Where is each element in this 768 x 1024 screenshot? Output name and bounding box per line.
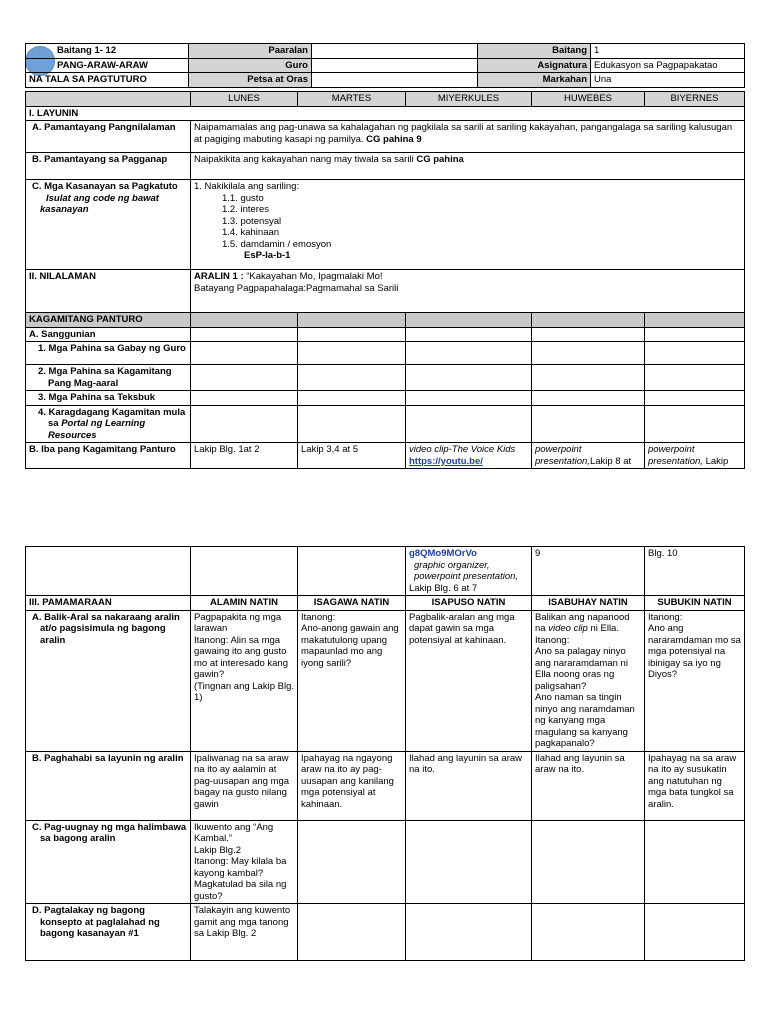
layunin-heading: I. LAYUNIN	[26, 106, 745, 121]
iba-pang-kagamitan-label: B. Iba pang Kagamitang Panturo	[26, 443, 191, 469]
grade-value[interactable]: 1	[591, 44, 745, 59]
paghahabi-huwebes: Ilahad ang layunin sa araw na ito.	[532, 751, 645, 820]
date-value[interactable]	[312, 73, 478, 88]
iba-kagamitan-martes: Lakip 3,4 at 5	[298, 443, 406, 469]
grade-range: Baitang 1- 12	[26, 44, 189, 59]
continued-miyerkules: g8QMo9MOrVo graphic organizer, powerpoint presentation, Lakip Blg. 6 at 7	[406, 547, 532, 596]
kasanayan-label: C. Mga Kasanayan sa Pagkatuto Isulat ang code ng bawat kasanayan	[26, 180, 191, 270]
balik-aral-biyernes: Itanong: Ano ang nararamdaman mo sa mga potensiyal na ibinigay sa iyo ng Diyos?	[645, 610, 745, 751]
pamantayang-pagganap-label: B. Pamantayang sa Pagganap	[26, 153, 191, 180]
teksbuk-label: 3. Mga Pahina sa Teksbuk	[26, 391, 191, 406]
kagamitang-pang-mag-aaral-label: 2. Mga Pahina sa Kagamitang Pang Mag-aaral	[26, 365, 191, 391]
kasanayan-item: 1.3. potensyal	[222, 215, 282, 227]
paghahabi-miyerkules: Ilahad ang layunin sa araw na ito.	[406, 751, 532, 820]
iba-kagamitan-lunes: Lakip Blg. 1at 2	[191, 443, 298, 469]
pagtalakay-lunes: Talakayin ang kuwento gamit ang mga tanong sa Lakip Blg. 2	[191, 904, 298, 961]
portal-lr-label: 4. Karagdagang Kagamitan mula sa Portal ng Learning Resources	[26, 405, 191, 443]
continued-biyernes: Blg. 10	[645, 547, 745, 596]
kasanayan-item: 1.4. kahinaan	[222, 227, 280, 238]
pag-uugnay-label: C. Pag-uugnay ng mga halimbawa sa bagong aralin	[26, 820, 191, 904]
kasanayan-item: 1.5. damdamin / emosyon	[222, 238, 332, 250]
lesson-plan-table-2	[25, 546, 745, 961]
youtube-link-continued[interactable]: g8QMo9MOrVo	[409, 548, 477, 559]
teacher-value[interactable]	[312, 58, 478, 73]
pamantayang-pagganap-text: Naipakikita ang kakayahan nang may tiwala sa sarili CG pahina	[191, 153, 745, 180]
balik-aral-huwebes: Balikan ang napanood na video clip ni Ella. Itanong: Ano sa palagay ninyo ang nararamdaman ni Ella noong oras ng paligsahan? Ano naman sa tingin ninyo ang naramdaman ng kanyang mga magulang sa kanyang pagkapanalo?	[532, 610, 645, 751]
form-title-1: PANG-ARAW-ARAW	[26, 58, 189, 73]
paghahabi-lunes: Ipaliwanag na sa araw na ito ay aalamin at pag-uusapan ang mga bagay na gusto nilang gawin	[191, 751, 298, 820]
pag-uugnay-lunes: Ikuwento ang “Ang Kambal.” Lakip Blg.2 Itanong: May kilala ba kayong kambal? Magkatulad ba sila ng gusto?	[191, 820, 298, 904]
paghahabi-martes: Ipahayag na ngayong araw na ito ay pag-uusapan ang kanilang mga potensiyal at kahinaan.	[298, 751, 406, 820]
kagamitan-heading: KAGAMITANG PANTURO	[26, 313, 191, 328]
quarter-label: Markahan	[478, 73, 591, 88]
subject-label: Asignatura	[478, 58, 591, 73]
paghahabi-biyernes: Ipahayag na sa araw na ito ay susukatin ang natutuhan ng mga bata tungkol sa aralin.	[645, 751, 745, 820]
teacher-label: Guro	[189, 58, 312, 73]
day-header-biyernes: BIYERNES	[645, 92, 745, 107]
phase-header-isabuhay: ISABUHAY NATIN	[532, 596, 645, 611]
pamantayang-pangnilalaman-text: Naipamamalas ang pag-unawa sa kahalagahan ng pagkilala sa sarili at sariling kakayahan, pangangalaga sa sariling kalusugan at pagiging mabuting kasapi ng pamilya. CG pahina 9	[191, 121, 745, 153]
gabay-guro-label: 1. Mga Pahina sa Gabay ng Guro	[26, 342, 191, 365]
day-header-martes: MARTES	[298, 92, 406, 107]
sanggunian-label: A. Sanggunian	[26, 327, 191, 342]
iba-kagamitan-biyernes: powerpoint presentation, Lakip	[645, 443, 745, 469]
day-header-miyerkules: MIYERKULES	[406, 92, 532, 107]
day-header-lunes: LUNES	[191, 92, 298, 107]
paghahabi-label: B. Paghahabi sa layunin ng aralin	[26, 751, 191, 820]
continued-huwebes: 9	[532, 547, 645, 596]
pamantayang-pangnilalaman-label: A. Pamantayang Pangnilalaman	[26, 121, 191, 153]
subject-value[interactable]: Edukasyon sa Pagpapakatao	[591, 58, 745, 73]
corner-cell	[26, 92, 191, 107]
school-value[interactable]	[312, 44, 478, 59]
youtube-link[interactable]: https://youtu.be/	[409, 455, 483, 467]
day-header-huwebes: HUWEBES	[532, 92, 645, 107]
kasanayan-code: EsP-Ia-b-1	[244, 250, 291, 261]
phase-header-isagawa: ISAGAWA NATIN	[298, 596, 406, 611]
school-label: Paaralan	[189, 44, 312, 59]
balik-aral-lunes: Pagpapakita ng mga larawan Itanong: Alin sa mga gawaing ito ang gusto mo at interesado kang gawin? (Tingnan ang Lakip Blg. 1)	[191, 610, 298, 751]
phase-header-isapuso: ISAPUSO NATIN	[406, 596, 532, 611]
nilalaman-label: II. NILALAMAN	[26, 270, 191, 313]
balik-aral-martes: Itanong: Ano-anong gawain ang makatutulong upang mapaunlad mo ang iyong sarili?	[298, 610, 406, 751]
grade-label: Baitang	[478, 44, 591, 59]
kasanayan-item: 1.1. gusto	[222, 192, 264, 204]
lesson-plan-table-1	[25, 91, 745, 469]
iba-kagamitan-huwebes: powerpoint presentation,Lakip 8 at	[532, 443, 645, 469]
kasanayan-item: 1.2. interes	[222, 204, 269, 215]
balik-aral-miyerkules: Pagbalik-aralan ang mga dapat gawin sa mga potensiyal at kahinaan.	[406, 610, 532, 751]
pagtalakay-label: D. Pagtalakay ng bagong konsepto at paglalahad ng bagong kasanayan #1	[26, 904, 191, 961]
kasanayan-content: 1. Nakikilala ang sariling: 1.1. gusto 1.2. interes 1.3. potensyal 1.4. kahinaan 1.5. damdamin / emosyon EsP-Ia-b-1	[191, 180, 745, 270]
pamamaraan-label: III. PAMAMARAAN	[26, 596, 191, 611]
phase-header-alamin: ALAMIN NATIN	[191, 596, 298, 611]
nilalaman-content: ARALIN 1 : “Kakayahan Mo, Ipagmalaki Mo! Batayang Pagpapahalaga:Pagmamahal sa Sarili	[191, 270, 745, 313]
form-title-2: NA TALA SA PAGTUTURO	[26, 73, 189, 88]
phase-header-subukin: SUBUKIN NATIN	[645, 596, 745, 611]
quarter-value[interactable]: Una	[591, 73, 745, 88]
iba-kagamitan-miyerkules: video clip-The Voice Kids https://youtu.be/	[406, 443, 532, 469]
balik-aral-label: A. Balik-Aral sa nakaraang aralin at/o pagsisimula ng bagong aralin	[26, 610, 191, 751]
date-label: Petsa at Oras	[189, 73, 312, 88]
header-table	[25, 43, 745, 88]
